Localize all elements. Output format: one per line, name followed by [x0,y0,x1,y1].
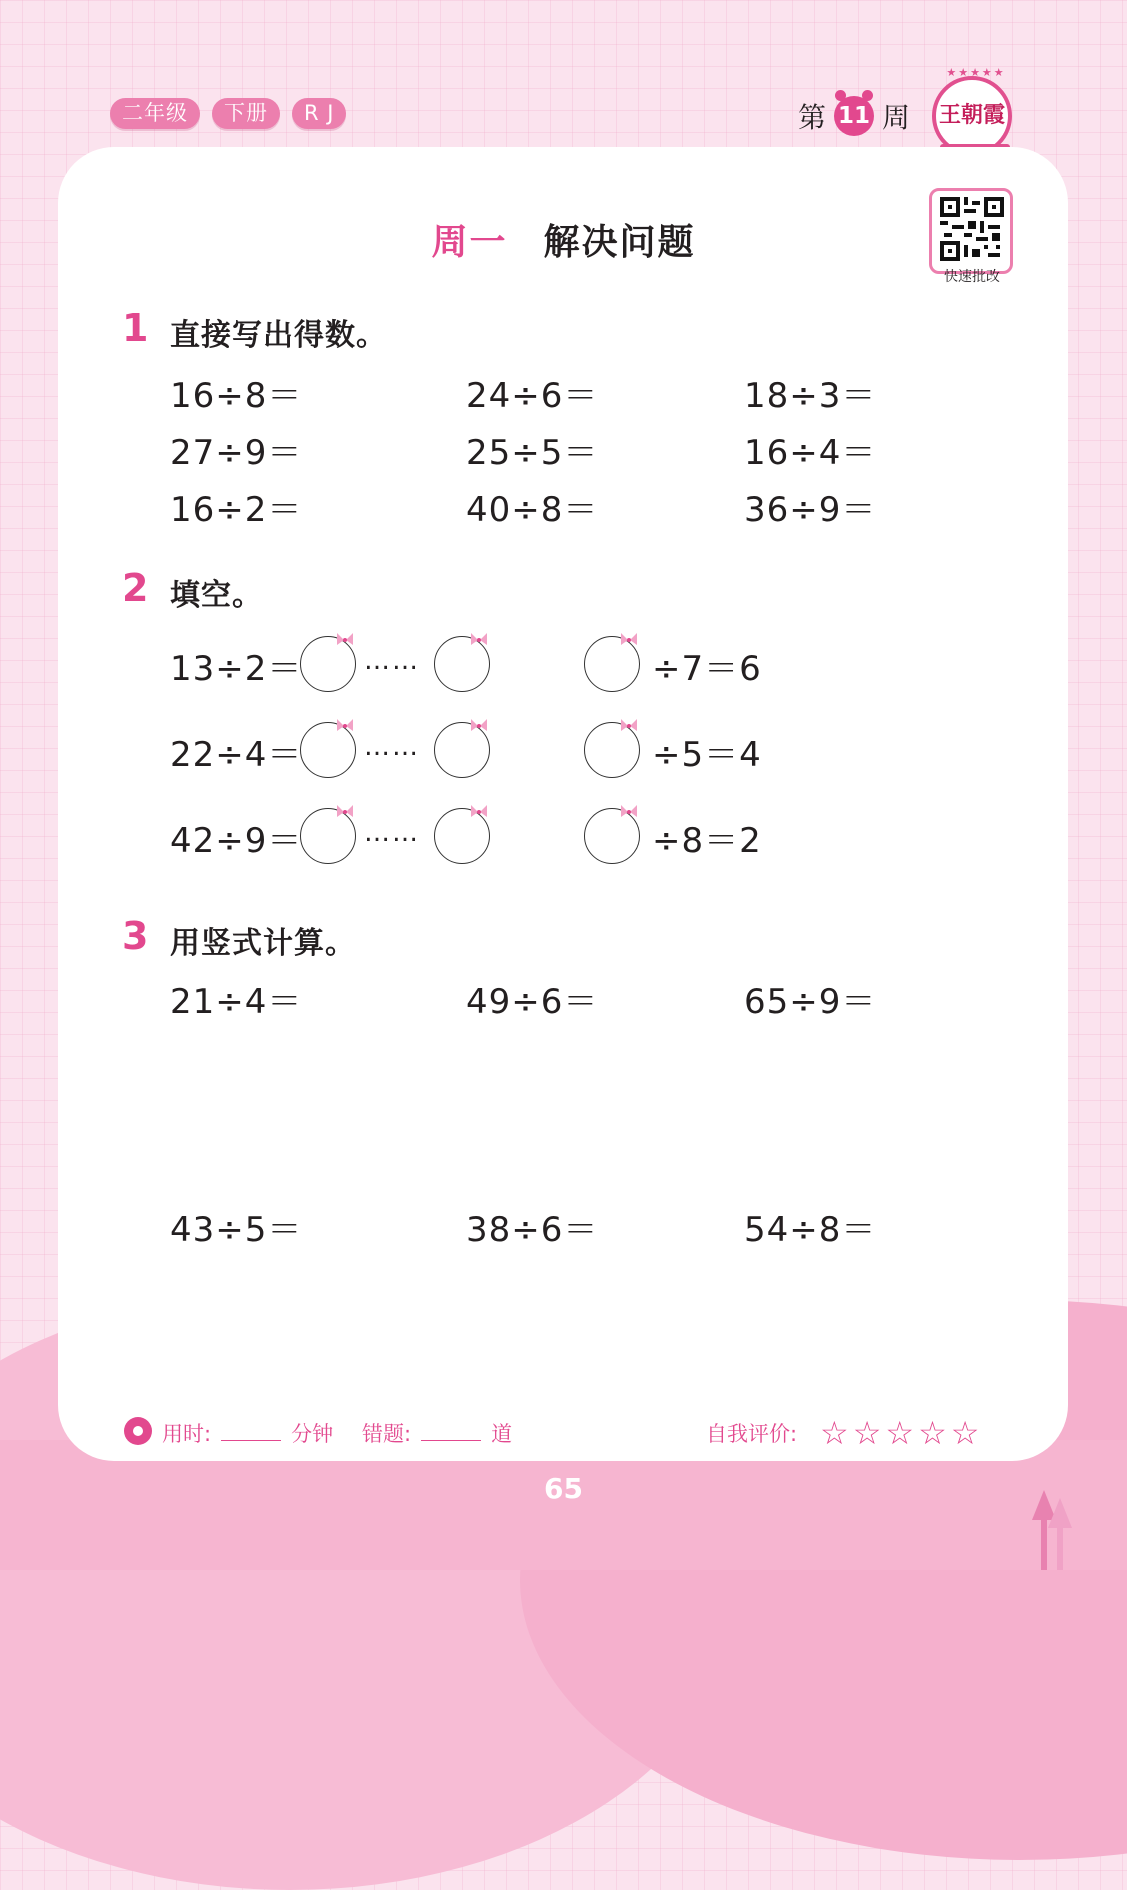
seal-stars: ★★★★★ [946,66,1006,79]
answer-circle-quotient-3[interactable] [300,808,356,864]
problem-1-2: 24÷6＝ [466,376,599,416]
fill-left-3: 42÷9＝ [170,821,303,861]
problem-1-5: 25÷5＝ [466,433,599,473]
section-3-title: 用竖式计算。 [170,926,356,961]
week-indicator [798,96,910,136]
answer-circle-remainder-2[interactable] [434,722,490,778]
seal-name: 王朝霞 [938,102,1005,128]
error-record [362,1418,512,1448]
bow-icon [617,803,641,823]
remainder-dots-1: …… [364,646,420,676]
remainder-dots-2: …… [364,732,420,762]
self-eval-label: 自我评价: [706,1422,798,1446]
time-record [162,1418,333,1448]
problem-1-4: 27÷9＝ [170,433,303,473]
title-topic: 解决问题 [543,222,696,263]
problem-1-9: 36÷9＝ [744,490,877,530]
bow-icon [617,631,641,651]
answer-circle-remainder-3[interactable] [434,808,490,864]
vertical-problem-6: 54÷8＝ [744,1210,877,1250]
answer-circle-quotient-1[interactable] [300,636,356,692]
bow-icon [467,803,491,823]
stopwatch-icon [124,1417,152,1445]
week-suffix: 周 [882,101,911,134]
fill-left-1: 13÷2＝ [170,649,303,689]
vertical-problem-4: 43÷5＝ [170,1210,303,1250]
remainder-dots-3: …… [364,818,420,848]
arrow-decoration-icon [1030,1490,1074,1570]
section-3-number: 3 [122,914,149,958]
week-number-badge: 11 [834,96,874,136]
vertical-problem-3: 65÷9＝ [744,982,877,1022]
errors-label: 错题: [362,1422,412,1446]
grade-tag: 二年级 [110,98,200,129]
vertical-problem-1: 21÷4＝ [170,982,303,1022]
edition-tag: R J [292,98,346,129]
bow-icon [617,717,641,737]
problem-1-7: 16÷2＝ [170,490,303,530]
section-1-title: 直接写出得数。 [170,318,387,353]
volume-tag: 下册 [212,98,280,129]
fill-right-3: ÷8＝2 [652,821,762,861]
answer-circle-dividend-2[interactable] [584,722,640,778]
rating-stars[interactable]: ☆☆☆☆☆ [820,1414,984,1452]
week-prefix: 第 [798,101,827,134]
answer-circle-dividend-1[interactable] [584,636,640,692]
problem-1-3: 18÷3＝ [744,376,877,416]
bow-icon [467,717,491,737]
bow-icon [333,803,357,823]
bow-icon [333,717,357,737]
bow-icon [467,631,491,651]
section-2-title: 填空。 [170,578,263,613]
errors-blank[interactable] [421,1420,481,1441]
problem-1-1: 16÷8＝ [170,376,303,416]
fill-left-2: 22÷4＝ [170,735,303,775]
answer-circle-dividend-3[interactable] [584,808,640,864]
fill-right-2: ÷5＝4 [652,735,762,775]
fill-right-1: ÷7＝6 [652,649,762,689]
answer-circle-remainder-1[interactable] [434,636,490,692]
title-day: 周一 [431,222,508,263]
page-title [0,214,1127,265]
problem-1-8: 40÷8＝ [466,490,599,530]
qr-caption: 快速批改 [944,269,1000,285]
bow-icon [333,631,357,651]
vertical-problem-2: 49÷6＝ [466,982,599,1022]
time-blank[interactable] [221,1420,281,1441]
minutes-label: 分钟 [291,1422,334,1446]
problem-1-6: 16÷4＝ [744,433,877,473]
vertical-problem-5: 38÷6＝ [466,1210,599,1250]
page-number: 65 [544,1472,583,1505]
count-label: 道 [491,1422,513,1446]
section-2-number: 2 [122,566,149,610]
grade-tags [110,98,346,129]
section-1-number: 1 [122,306,149,350]
answer-circle-quotient-2[interactable] [300,722,356,778]
time-label: 用时: [162,1422,212,1446]
